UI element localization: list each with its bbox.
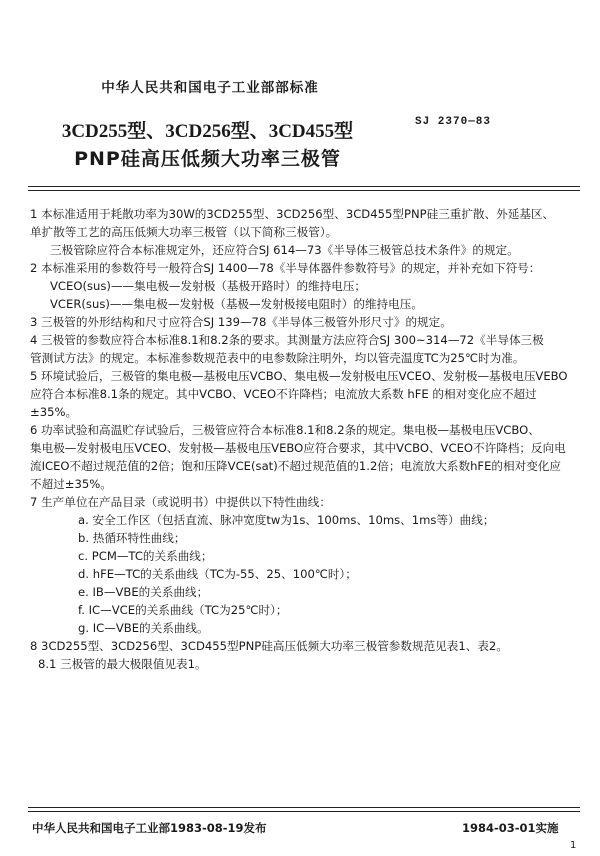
header-rule-top (28, 186, 580, 187)
body-line: 8.1 三极管的最大极限值见表1。 (38, 657, 207, 671)
body-line: VCEO(sus)——集电极—发射极（基极开路时）的维持电压； (50, 279, 367, 293)
body-line: 5 环境试验后，三极管的集电极—基极电压VCBO、集电极—发射极电压VCEO、发射极—基极电压VEBO (30, 369, 568, 383)
body-line: 流ICEO不超过规范值的2倍；饱和压降VCE(sat)不超过规范值的1.2倍；电流放大系数hFE的相对变化应 (30, 459, 561, 473)
body-line: e. IB—VBE的关系曲线； (78, 585, 209, 599)
body-line: 3 三极管的外形结构和尺寸应符合SJ 139—78《半导体三极管外形尺寸》的规定。 (30, 315, 452, 329)
footer-rule-bottom (28, 811, 580, 812)
footer-rule-top (28, 807, 580, 808)
page-number: 1 (570, 840, 577, 851)
document-title-line2: PNP硅高压低频大功率三极管 (74, 148, 341, 170)
issue-date: 中华人民共和国电子工业部1983-08-19发布 (32, 821, 267, 835)
body-line: 不超过±35%。 (30, 477, 112, 491)
body-line: 6 功率试验和高温贮存试验后，三极管应符合本标准8.1和8.2条的规定。集电极—基极电压VCBO、 (30, 423, 540, 437)
body-line: b. 热循环特性曲线； (78, 531, 186, 545)
standard-code: SJ 2370—83 (415, 116, 492, 128)
effective-date: 1984-03-01实施 (462, 821, 559, 835)
body-line: d. hFE—TC的关系曲线（TC为-55、25、100℃时）； (78, 567, 357, 581)
body-line: f. IC—VCE的关系曲线（TC为25℃时）； (78, 603, 288, 617)
header-rule-bottom (28, 190, 580, 191)
body-line: 集电极—发射极电压VCEO、发射极—基极电压VEBO应符合要求，其中VCBO、VCEO不许降档；反向电 (30, 441, 566, 455)
document-title-line1: 3CD255型、3CD256型、3CD455型 (61, 121, 354, 142)
body-line: ±35%。 (30, 405, 78, 419)
body-line: c. PCM—TC的关系曲线； (78, 549, 213, 563)
body-line: 4 三极管的参数应符合本标准8.1和8.2条的要求。其测量方法应符合SJ 300~314—72《半导体三极 (30, 333, 544, 347)
body-line: 管测试方法》的规定。本标准参数规范表中的电参数除注明外，均以管壳温度TC为25℃时为准。 (30, 351, 525, 365)
body-line: VCER(sus)——集电极—发射极（基极—发射极接电阻时）的维持电压。 (50, 297, 423, 311)
body-line: 8 3CD255型、3CD256型、3CD455型PNP硅高压低频大功率三极管参数规范见表1、表2。 (30, 639, 508, 653)
body-line: g. IC—VBE的关系曲线。 (78, 621, 209, 635)
body-line: 三极管除应符合本标准规定外，还应符合SJ 614—73《半导体三极管总技术条件》的规定。 (50, 243, 519, 257)
body-line: 应符合本标准8.1条的规定。其中VCBO、VCEO不许降档；电流放大系数 hFE 的相对变化应不超过 (30, 387, 537, 401)
body-line: 单扩散等工艺的高压低频大功率三极管（以下简称三极管）。 (30, 225, 338, 239)
body-line: 1 本标准适用于耗散功率为30W的3CD255型、3CD256型、3CD455型PNP硅三重扩散、外延基区、 (30, 207, 555, 221)
body-line: 2 本标准采用的参数符号一般符合SJ 1400—78《半导体器件参数符号》的规定，并补充如下符号： (30, 261, 541, 275)
issuing-organization: 中华人民共和国电子工业部部标准 (101, 80, 319, 96)
document-body (30, 205, 580, 673)
body-line: 7 生产单位在产品目录（或说明书）中提供以下特性曲线： (30, 495, 331, 509)
body-line: a. 安全工作区（包括直流、脉冲宽度tw为1s、100ms、10ms、1ms等）曲线； (78, 513, 495, 527)
